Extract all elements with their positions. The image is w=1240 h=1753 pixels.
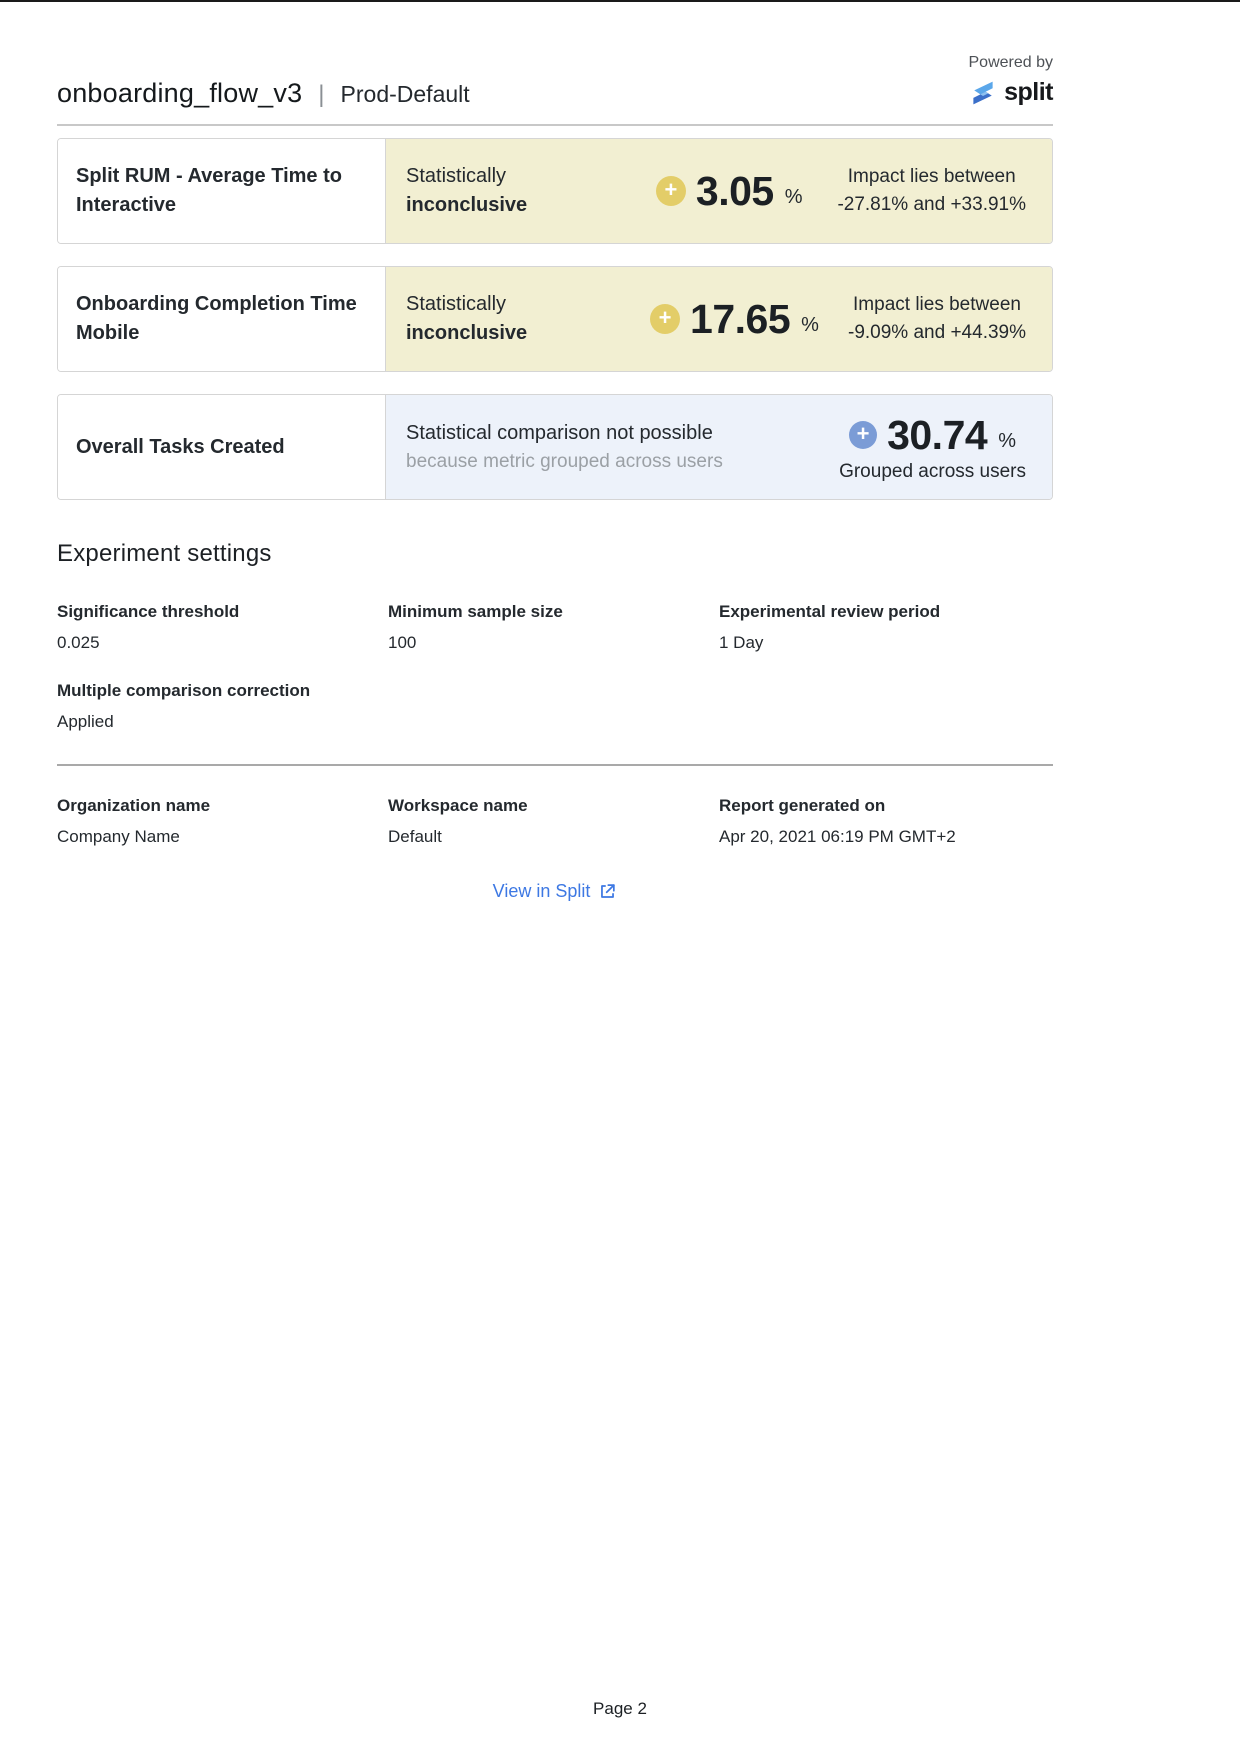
status-line-1: Statistical comparison not possible [406,421,713,444]
view-link-row [57,881,1053,902]
impact-range [848,291,1026,348]
metric-name: Split RUM - Average Time to Interactive [76,165,342,216]
setting-value: Applied [57,712,114,731]
view-link-label: View in Split [492,881,591,901]
metric-unit: % [784,185,803,208]
setting-review-period [719,602,1053,653]
settings-divider [57,764,1053,766]
split-logo-icon [969,79,997,107]
info-label: Organization name [57,796,211,815]
report-content [57,2,1053,902]
metric-value-block [839,412,1026,483]
metric-name: Onboarding Completion Time Mobile [76,293,357,344]
brand-block [969,54,1054,107]
setting-value: 100 [388,633,417,652]
metric-card-split-rum [57,138,1053,244]
info-value: Apr 20, 2021 06:19 PM GMT+2 [719,827,956,846]
status-line-1: Statistically [406,165,507,187]
metric-unit: % [998,429,1016,452]
brand-logo [969,78,1054,107]
setting-significance-threshold [57,602,388,653]
status-line-2: inconclusive [406,194,528,216]
report-generated-field [719,796,1053,847]
metric-status [406,419,839,476]
metric-card-onboarding-completion [57,266,1053,372]
powered-by-label: Powered by [968,54,1053,71]
settings-grid [57,602,1053,732]
info-value: Company Name [57,827,180,846]
info-value: Default [388,827,442,846]
plus-icon: + [650,304,680,334]
organization-name-field [57,796,388,847]
metric-name-cell [58,395,386,499]
setting-label: Significance threshold [57,602,240,621]
header-divider [57,124,1053,126]
page-number: Page 2 [593,1699,647,1718]
metric-name-cell [58,267,386,371]
info-label: Workspace name [388,796,528,815]
metric-value-block [621,168,837,215]
impact-line-1: Impact lies between [853,293,1021,315]
metric-result-cell [386,267,1052,371]
setting-label: Multiple comparison correction [57,681,311,700]
metric-result-cell [386,395,1052,499]
experiment-name: onboarding_flow_v3 [57,78,303,108]
metric-status [406,290,621,348]
title-separator: | [318,81,325,108]
metric-name: Overall Tasks Created [76,435,285,458]
metric-status [406,162,621,220]
status-line-1: Statistically [406,293,507,315]
metric-value-block [621,296,848,343]
experiment-settings-title: Experiment settings [57,540,272,567]
impact-range [837,163,1026,220]
grouped-caption: Grouped across users [839,460,1026,482]
brand-wordmark: split [1004,78,1053,106]
info-label: Report generated on [719,796,886,815]
report-info-grid [57,796,1053,847]
setting-label: Minimum sample size [388,602,563,621]
metric-value: 30.74 [887,411,988,458]
metric-card-overall-tasks [57,394,1053,500]
metric-value: 17.65 [690,295,791,342]
impact-line-2: -27.81% and +33.91% [837,194,1026,215]
metric-result-cell [386,139,1052,243]
metric-value: 3.05 [695,167,774,214]
metric-unit: % [801,313,819,336]
impact-line-2: -9.09% and +44.39% [848,322,1026,343]
plus-icon: + [849,421,877,449]
setting-value: 1 Day [719,633,764,652]
workspace-name-field [388,796,719,847]
impact-line-1: Impact lies between [847,165,1016,187]
status-line-2: because metric grouped across users [406,450,723,472]
status-line-2: inconclusive [406,322,528,344]
view-in-split-link[interactable] [493,881,618,902]
setting-multiple-comparison [57,681,388,732]
setting-value: 0.025 [57,633,100,652]
environment-name: Prod-Default [340,81,470,107]
metric-name-cell [58,139,386,243]
report-title-row [57,2,1053,109]
setting-minimum-sample-size [388,602,719,653]
setting-label: Experimental review period [719,602,941,621]
plus-icon: + [656,176,686,206]
external-link-icon [598,882,617,901]
